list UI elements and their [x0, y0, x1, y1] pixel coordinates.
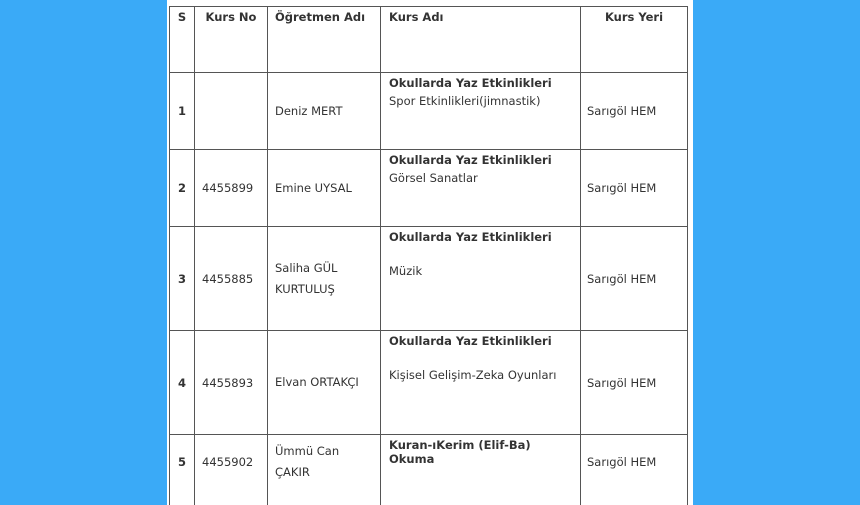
teacher-name: Elvan ORTAKÇI	[268, 331, 381, 435]
course-title: Okullarda Yaz Etkinlikleri	[389, 334, 552, 348]
course-subtitle: Spor Etkinlikleri(jimnastik)	[389, 94, 541, 108]
header-kurs-adi: Kurs Adı	[381, 7, 581, 73]
teacher-name-line-2: KURTULUŞ	[275, 281, 335, 296]
course-location: Sarıgöl HEM	[581, 73, 688, 150]
kurs-no-cell: 4455902	[195, 435, 268, 505]
teacher-name	[268, 435, 381, 505]
course-subtitle: Kişisel Gelişim-Zeka Oyunları	[389, 368, 557, 382]
course-subtitle: Görsel Sanatlar	[389, 171, 478, 185]
table-row	[170, 331, 688, 435]
course-cell	[381, 331, 581, 435]
teacher-name-line-1: Saliha GÜL	[275, 260, 338, 275]
header-ogretmen-adi: Öğretmen Adı	[268, 7, 381, 73]
course-cell	[381, 73, 581, 150]
course-table	[169, 6, 688, 505]
teacher-name-line-2: ÇAKIR	[275, 465, 310, 479]
document-page	[167, 0, 693, 505]
table-row	[170, 227, 688, 331]
course-cell	[381, 435, 581, 505]
kurs-no-cell: 4455885	[195, 227, 268, 331]
course-title: Kuran-ıKerim (Elif-Ba) Okuma	[389, 438, 531, 466]
kurs-no-cell: 4455893	[195, 331, 268, 435]
teacher-name: Emine UYSAL	[268, 150, 381, 227]
kurs-no-cell: 4455899	[195, 150, 268, 227]
teacher-name-line-1: Ümmü Can	[275, 444, 340, 458]
table-row	[170, 150, 688, 227]
header-kurs-yeri: Kurs Yeri	[581, 7, 688, 73]
course-location: Sarıgöl HEM	[581, 331, 688, 435]
table-row	[170, 435, 688, 505]
row-number: 2	[170, 150, 195, 227]
course-subtitle: Müzik	[389, 264, 423, 278]
teacher-name	[268, 227, 381, 331]
course-title: Okullarda Yaz Etkinlikleri	[389, 153, 552, 167]
kurs-no-cell	[195, 73, 268, 150]
table-header-row	[170, 7, 688, 73]
header-s: S	[170, 7, 195, 73]
course-cell	[381, 227, 581, 331]
course-location: Sarıgöl HEM	[581, 150, 688, 227]
table-row	[170, 73, 688, 150]
row-number: 1	[170, 73, 195, 150]
course-cell	[381, 150, 581, 227]
row-number: 5	[170, 435, 195, 505]
course-title: Okullarda Yaz Etkinlikleri	[389, 76, 552, 90]
course-location: Sarıgöl HEM	[581, 227, 688, 331]
teacher-name: Deniz MERT	[268, 73, 381, 150]
course-title: Okullarda Yaz Etkinlikleri	[389, 230, 552, 244]
row-number: 4	[170, 331, 195, 435]
course-location: Sarıgöl HEM	[581, 435, 688, 505]
header-kurs-no: Kurs No	[195, 7, 268, 73]
row-number: 3	[170, 227, 195, 331]
